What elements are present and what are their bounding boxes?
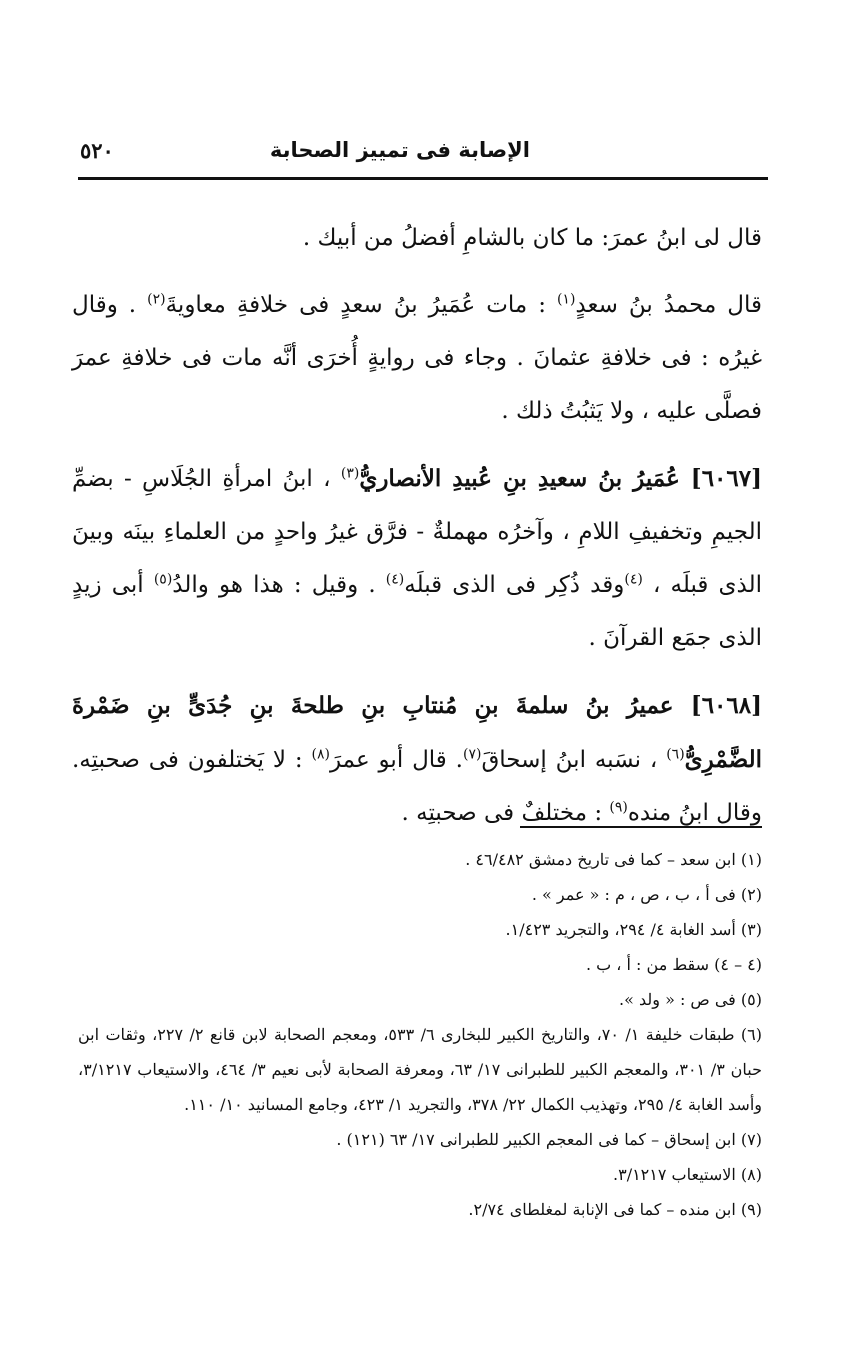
header-rule — [78, 177, 768, 180]
footnote-6: (٦) طبقات خليفة ١/ ٧٠، والتاريخ الكبير للبخارى ٦/ ٥٣٣، ومعجم الصحابة لابن قانع ٢/ ٢٢٧، وثقات ابن حبان ٣/ ٣٠١، والمعجم الكبير للطبرانى ١٧/ ٦٣، ومعرفة الصحابة لأبى نعيم ٣/ ٤٦٤، والاستيعاب ٣/١٢١٧، وأسد الغابة ٤/ ٢٩٥، وتهذيب الكمال ٢٢/ ٣٧٨، والتجريد ١/ ٤٢٣، وجامع المسانيد ١٠/ ١١٠. — [78, 1025, 763, 1114]
paragraph-1: قال لى ابنُ عمرَ: ما كان بالشامِ أفضلُ من أبيك . — [302, 225, 762, 251]
footnote-ref-4-open: (٤) — [624, 571, 643, 588]
footnote-ref-6: (٦) — [666, 746, 685, 763]
footnote-9: (٩) ابن منده – كما فى الإنابة لمغلطاى ٢/٧٤. — [468, 1200, 762, 1219]
footnote-8: (٨) الاستيعاب ٣/١٢١٧. — [613, 1165, 762, 1184]
footnote-ref-8: (٨) — [311, 746, 330, 763]
paragraph-2: قال محمدُ بنُ سعدٍ$^{(١)}$ : مات عُمَيرُ بنُ سعدٍ فى خلافةِ معاويةَ$^{(٢)}$ . وقال غيرُه : فى خلافةِ عثمانَ . وجاء فى روايةٍ أُخرَى أنَّه مات فى خلافةِ عمرَ فصلَّى عليه ، ولا يَثبُتُ ذلك . — [72, 291, 762, 424]
footnote-ref-9: (٩) — [609, 799, 628, 816]
footnote-ref-1: (١) — [556, 291, 576, 308]
footnote-separator — [520, 826, 762, 828]
footnote-2: (٢) فى أ ، ب ، ص ، م : « عمر » . — [531, 885, 762, 904]
entry-6068: [٦٠٦٨] عميرُ بنُ سلمةَ بنِ مُنتابِ بنِ طلحةَ بنِ جُدَىٍّ بنِ ضَمْرةَ الضَّمْرِىُّ$^{(٦)}$ ، نسَبه ابنُ إسحاقَ$^{(٧)}$. قال أبو عمرَ$^{(٨)}$ : لا يَختلفون فى صحبتِه. وقال ابنُ منده$^{(٩)}$ : مختلفٌ فى صحبتِه . — [72, 692, 762, 826]
page-number: ٥٢٠ — [80, 138, 114, 163]
entry-name: عميرُ بنُ سلمةَ بنِ مُنتابِ بنِ طلحةَ بنِ جُدَىٍّ بنِ ضَمْرةَ الضَّمْرِىُّ — [72, 692, 762, 773]
entry-name: عُمَيرُ بنُ سعيدِ بنِ عُبيدِ الأنصاريُّ — [359, 465, 691, 492]
footnote-4: (٤ – ٤) سقط من : أ ، ب . — [585, 955, 762, 974]
footnote-ref-3: (٣) — [340, 465, 360, 482]
running-header — [78, 128, 768, 176]
footnote-7: (٧) ابن إسحاق – كما فى المعجم الكبير للطبرانى ١٧/ ٦٣ (١٢١) . — [336, 1130, 762, 1149]
main-text — [72, 212, 762, 854]
footnote-ref-7: (٧) — [462, 746, 482, 763]
entry-number: [٦٠٦٧] — [690, 465, 762, 492]
footnotes — [78, 842, 762, 1227]
footnote-5: (٥) فى ص : « ولد ». — [619, 990, 762, 1009]
footnote-ref-2: (٢) — [147, 291, 166, 308]
book-title: الإصابة فى تمييز الصحابة — [269, 138, 530, 162]
entry-number: [٦٠٦٨] — [690, 692, 762, 719]
footnote-ref-5: (٥) — [153, 571, 173, 588]
footnote-3: (٣) أسد الغابة ٤/ ٢٩٤، والتجريد ١/٤٢٣. — [505, 920, 762, 939]
entry-6067: [٦٠٦٧] عُمَيرُ بنُ سعيدِ بنِ عُبيدِ الأنصاريُّ$^{(٣)}$ ، ابنُ امرأةِ الجُلَاسِ - بضمِّ الجيمِ وتخفيفِ اللامِ ، وآخرُه مهملةٌ - فرَّق غيرُ واحدٍ من العلماءِ بينَه وبينَ الذى قبلَه ، $^{(٤)}$وقد ذُكِر فى الذى قبلَه$^{(٤)}$ . وقيل : هذا هو والدُ$^{(٥)}$ أبى زيدٍ الذى جمَع القرآنَ . — [72, 465, 762, 651]
footnote-1: (١) ابن سعد – كما فى تاريخ دمشق ٤٦/٤٨٢ . — [465, 850, 762, 869]
footnote-ref-4-close: (٤) — [385, 571, 405, 588]
